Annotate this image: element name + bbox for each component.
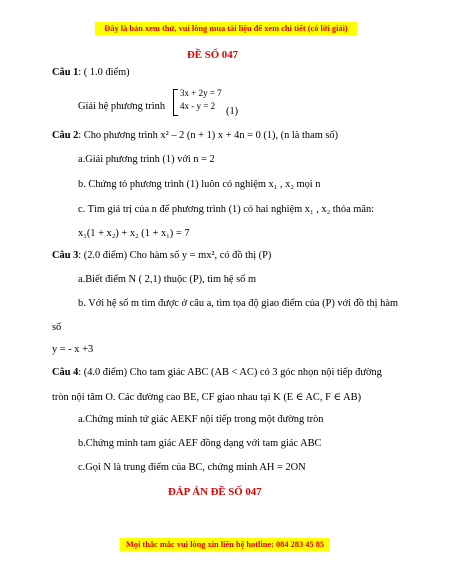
question-3-intro: : (2.0 điểm) Cho hàm số y = mx², có đồ thị (P) bbox=[78, 250, 272, 261]
footer-banner: Mọi thắc mắc vui lòng xin liên hệ hotline: 084 283 45 85 bbox=[120, 538, 330, 551]
question-3-label: Câu 3 bbox=[52, 250, 79, 261]
question-1-label: Câu 1 bbox=[52, 67, 79, 78]
question-4-part-b: b.Chứng minh tam giác AEF đồng dạng với tam giác ABC bbox=[78, 438, 322, 449]
question-3-part-b-line-1: b. Với hệ số m tìm được ở câu a, tìm tọa độ giao điểm của (P) với đồ thị hàm bbox=[78, 298, 399, 309]
question-2-label: Câu 2 bbox=[52, 130, 79, 141]
system-brace bbox=[173, 89, 178, 116]
question-3-part-b-line-2: số bbox=[52, 322, 62, 333]
question-2-part-a: a.Giải phương trình (1) với n = 2 bbox=[78, 154, 215, 165]
question-1-text: Giải hệ phương trình bbox=[78, 101, 166, 112]
system-equation-2: 4x - y = 2 bbox=[180, 101, 216, 111]
question-3-part-a: a.Biết điểm N ( 2,1) thuộc (P), tìm hệ số m bbox=[78, 274, 257, 285]
question-1-points: : ( 1.0 điểm) bbox=[78, 67, 130, 78]
question-2-part-c-equation: x₁(1 + x₂) + x₂ (1 + x₁) = 7 bbox=[78, 228, 190, 239]
system-equation-1: 3x + 2y = 7 bbox=[180, 88, 222, 98]
question-1-header bbox=[52, 67, 130, 78]
question-3-part-b-line-3: y = - x +3 bbox=[52, 344, 94, 355]
question-2-header bbox=[52, 130, 338, 141]
question-4-header bbox=[52, 367, 382, 378]
exam-title: ĐỀ SỐ 047 bbox=[187, 49, 238, 61]
question-4-line-1: : (4.0 điểm) Cho tam giác ABC (AB < AC) có 3 góc nhọn nội tiếp đường bbox=[78, 367, 382, 378]
question-4-label: Câu 4 bbox=[52, 367, 79, 378]
question-1-number: (1) bbox=[226, 106, 239, 117]
question-2-part-c: c. Tìm giá trị của n để phương trình (1) có hai nghiệm x₁ , x₂ thỏa mãn: bbox=[78, 204, 375, 215]
question-2-part-b: b. Chứng tỏ phương trình (1) luôn có nghiệm x₁ , x₂ mọi n bbox=[78, 179, 321, 190]
question-2-intro: : Cho phương trình x² – 2 (n + 1) x + 4n = 0 (1), (n là tham số) bbox=[78, 130, 339, 141]
question-4-line-2: tròn nội tâm O. Các đường cao BE, CF giao nhau tại K (E ∈ AC, F ∈ AB) bbox=[52, 392, 362, 403]
question-3-header bbox=[52, 250, 271, 261]
header-banner: Đây là bản xem thử, vui lòng mua tài liệu để xem chi tiết (có lời giải) bbox=[95, 22, 357, 35]
question-4-part-a: a.Chứng minh tứ giác AEKF nội tiếp trong một đường tròn bbox=[78, 414, 324, 425]
question-4-part-c: c.Gọi N là trung điểm của BC, chứng minh AH = 2ON bbox=[78, 462, 306, 473]
answer-title: ĐÁP ÁN ĐỀ SỐ 047 bbox=[168, 486, 262, 498]
